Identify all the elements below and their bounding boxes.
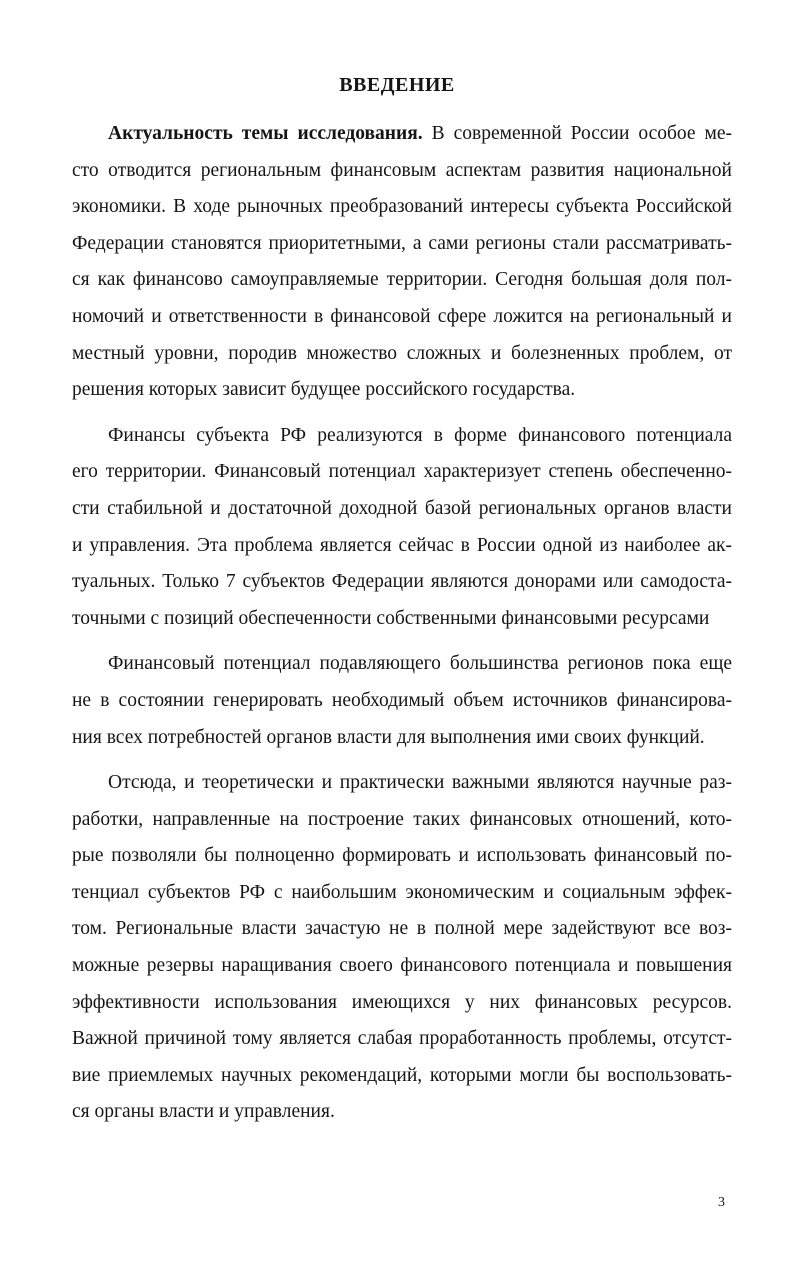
page-number: 3 bbox=[718, 1195, 725, 1210]
section-title: ВВЕДЕНИЕ bbox=[339, 74, 455, 96]
text-line: Важной причиной тому является слабая проработанность проблемы, отсутст- bbox=[72, 1028, 732, 1050]
text-line: работки, направленные на построение таких финансовых отношений, кото- bbox=[72, 808, 732, 830]
text-line: Отсюда, и теоретически и практически важными являются научные раз- bbox=[108, 772, 732, 794]
paragraph-lead: Актуальность темы исследования. bbox=[108, 123, 423, 144]
text-line: не в состоянии генерировать необходимый объем источников финансирова- bbox=[72, 689, 732, 711]
text-line: ся как финансово самоуправляемые территории. Сегодня большая доля пол- bbox=[72, 269, 732, 291]
text-line: местный уровни, породив множество сложных и болезненных проблем, от bbox=[72, 342, 732, 364]
text-line: туальных. Только 7 субъектов Федерации являются донорами или самодоста- bbox=[72, 571, 732, 593]
text-line-content: В современной России особое ме- bbox=[422, 123, 733, 144]
text-line: сто отводится региональным финансовым аспектам развития национальной bbox=[72, 159, 732, 181]
text-line: рые позволяли бы полноценно формировать и использовать финансовый по- bbox=[72, 845, 732, 867]
paragraph-research-need bbox=[72, 765, 732, 1131]
text-line: Федерации становятся приоритетными, а сами регионы стали рассматривать- bbox=[72, 232, 732, 254]
text-line: сти стабильной и достаточной доходной базой региональных органов власти bbox=[72, 497, 732, 519]
text-line: ся органы власти и управления. bbox=[72, 1101, 335, 1123]
text-line: номочий и ответственности в финансовой сфере ложится на региональный и bbox=[72, 305, 732, 327]
text-line: Финансы субъекта РФ реализуются в форме финансового потенциала bbox=[108, 424, 732, 446]
text-line bbox=[72, 116, 732, 153]
paragraph-regions bbox=[72, 646, 732, 756]
text-line: решения которых зависит будущее российского государства. bbox=[72, 379, 576, 401]
text-line: его территории. Финансовый потенциал характеризует степень обеспеченно- bbox=[72, 461, 732, 483]
paragraph-relevance bbox=[72, 116, 732, 409]
text-line: вие приемлемых научных рекомендаций, которыми могли бы воспользовать- bbox=[72, 1064, 732, 1086]
text-line: и управления. Эта проблема является сейчас в России одной из наиболее ак- bbox=[72, 534, 732, 556]
text-line: эффективности использования имеющихся у них финансовых ресурсов. bbox=[72, 991, 732, 1013]
text-line: тенциал субъектов РФ с наибольшим экономическим и социальным эффек- bbox=[72, 881, 732, 903]
body-text bbox=[72, 116, 732, 1140]
text-line: можные резервы наращивания своего финансового потенциала и повышения bbox=[72, 955, 732, 977]
text-line: Финансовый потенциал подавляющего большинства регионов пока еще bbox=[108, 653, 732, 675]
text-line: точными с позиций обеспеченности собственными финансовыми ресурсами bbox=[72, 607, 710, 629]
paragraph-financial-potential bbox=[72, 418, 732, 638]
text-line: ния всех потребностей органов власти для выполнения ими своих функций. bbox=[72, 726, 705, 748]
text-line: том. Региональные власти зачастую не в полной мере задействуют все воз- bbox=[72, 918, 732, 940]
text-line: экономики. В ходе рыночных преобразований интересы субъекта Российской bbox=[72, 196, 732, 218]
